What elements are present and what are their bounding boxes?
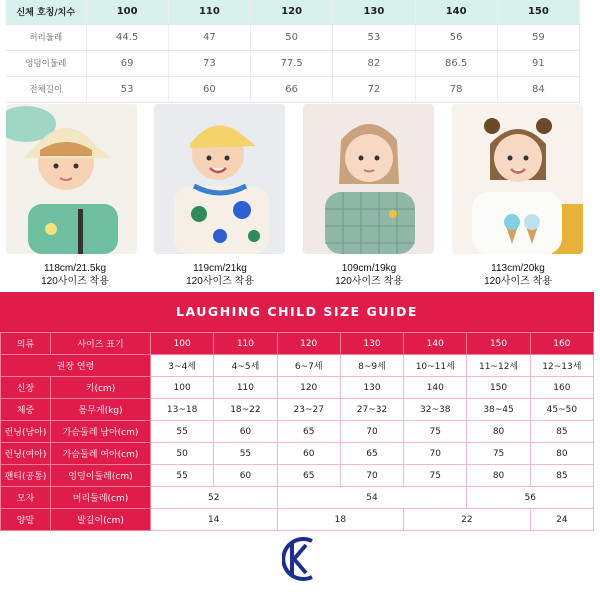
table-cell: 70 [340,421,403,443]
table-cell: 56 [415,24,497,50]
table-cell: 120 [277,377,340,399]
model-illustration [452,104,583,254]
table-cell: 140 [404,377,467,399]
table-cell: 18 [277,509,404,531]
model-illustration [154,104,285,254]
table-cell: 13~18 [151,399,214,421]
table-cell: 11~12세 [467,355,530,377]
table-cell: 69 [86,50,168,76]
table-row [1,399,594,421]
row-label: 키(cm) [51,377,151,399]
header-cell: 110 [214,333,277,355]
row-label: 발길이(cm) [51,509,151,531]
table-cell: 66 [251,76,333,102]
table-cell: 72 [333,76,415,102]
row-label: 허리둘레 [6,24,86,50]
header-cell: 110 [168,0,250,24]
table-cell: 75 [404,465,467,487]
header-cell: 100 [86,0,168,24]
header-cell: 신체 호칭/치수 [6,0,86,24]
model-illustration [6,104,137,254]
table-row [1,377,594,399]
table-cell: 70 [340,465,403,487]
garment-size-header-row [6,0,580,24]
table-cell: 18~22 [214,399,277,421]
table-cell: 53 [86,76,168,102]
row-category: 신장 [1,377,51,399]
model-caption [0,262,150,288]
header-cell: 150 [467,333,530,355]
row-label: 권장 연령 [1,355,151,377]
size-guide-title: LAUGHING CHILD SIZE GUIDE [176,304,418,319]
table-cell: 60 [277,443,340,465]
model-caption [443,262,593,288]
table-row [6,24,580,50]
row-label: 가슴둘레 남아(cm) [51,421,151,443]
model-photo-girl-green-check [303,104,434,254]
model-size-worn: 120사이즈 착용 [335,276,403,287]
size-header-row [1,333,594,355]
model-measurement: 113cm/20kg [491,263,545,274]
model-photo-boy-bucket-hat [6,104,137,254]
table-cell: 27~32 [340,399,403,421]
row-category: 양말 [1,509,51,531]
row-label: 머리둘레(cm) [51,487,151,509]
header-cell: 130 [333,0,415,24]
table-cell: 54 [277,487,467,509]
header-cell: 140 [404,333,467,355]
model-photo-boy-yellow-cap [154,104,285,254]
table-cell: 77.5 [251,50,333,76]
model-illustration [303,104,434,254]
table-cell: 52 [151,487,278,509]
table-cell: 55 [151,465,214,487]
table-cell: 85 [530,465,593,487]
table-cell: 59 [497,24,579,50]
table-cell: 60 [168,76,250,102]
table-cell: 32~38 [404,399,467,421]
row-category: 런닝(여아) [1,443,51,465]
model-size-worn: 120사이즈 착용 [186,276,254,287]
kc-certification-icon [282,537,318,581]
header-cell: 130 [340,333,403,355]
table-cell: 24 [530,509,593,531]
model-photo-girl-ice-cream-tee [452,104,583,254]
table-cell: 86.5 [415,50,497,76]
table-cell: 82 [333,50,415,76]
model-measurement: 109cm/19kg [341,263,397,274]
table-row [6,50,580,76]
row-category: 런닝(남아) [1,421,51,443]
table-cell: 56 [467,487,594,509]
table-cell: 75 [467,443,530,465]
table-cell: 50 [151,443,214,465]
table-cell: 75 [404,421,467,443]
garment-size-table [6,0,580,103]
table-cell: 50 [251,24,333,50]
model-measurement: 118cm/21.5kg [43,263,107,274]
header-cell: 120 [251,0,333,24]
table-cell: 22 [404,509,531,531]
row-label: 엉덩이둘레(cm) [51,465,151,487]
table-cell: 10~11세 [404,355,467,377]
row-category: 모자 [1,487,51,509]
row-label: 가슴둘레 여아(cm) [51,443,151,465]
table-cell: 150 [467,377,530,399]
table-cell: 80 [467,465,530,487]
table-cell: 160 [530,377,593,399]
table-cell: 8~9세 [340,355,403,377]
table-row [1,487,594,509]
table-row [6,76,580,102]
table-cell: 44.5 [86,24,168,50]
model-measurement: 119cm/21kg [193,263,247,274]
model-caption [294,262,444,288]
table-cell: 14 [151,509,278,531]
header-cell: 140 [415,0,497,24]
row-category: 체중 [1,399,51,421]
table-cell: 78 [415,76,497,102]
model-size-worn: 120사이즈 착용 [484,276,552,287]
size-guide-table [0,332,594,531]
table-cell: 60 [214,465,277,487]
header-cell: 100 [151,333,214,355]
table-cell: 55 [151,421,214,443]
row-label: 몸무게(kg) [51,399,151,421]
table-cell: 65 [277,465,340,487]
table-cell: 70 [404,443,467,465]
header-cell: 의류 [1,333,51,355]
table-cell: 53 [333,24,415,50]
table-cell: 55 [214,443,277,465]
table-cell: 80 [467,421,530,443]
table-cell: 85 [530,421,593,443]
table-cell: 6~7세 [277,355,340,377]
header-cell: 150 [497,0,579,24]
table-cell: 100 [151,377,214,399]
table-cell: 65 [277,421,340,443]
row-label: 전체길이 [6,76,86,102]
table-cell: 12~13세 [530,355,593,377]
table-row [1,443,594,465]
row-label: 엉덩이둘레 [6,50,86,76]
table-cell: 38~45 [467,399,530,421]
table-row [1,355,594,377]
table-cell: 23~27 [277,399,340,421]
model-size-worn: 120사이즈 착용 [41,276,109,287]
table-cell: 80 [530,443,593,465]
table-cell: 110 [214,377,277,399]
table-cell: 3~4세 [151,355,214,377]
header-cell: 160 [530,333,593,355]
header-cell: 120 [277,333,340,355]
table-cell: 47 [168,24,250,50]
model-caption [145,262,295,288]
table-cell: 65 [340,443,403,465]
table-row [1,421,594,443]
table-cell: 45~50 [530,399,593,421]
table-cell: 130 [340,377,403,399]
table-cell: 91 [497,50,579,76]
table-cell: 84 [497,76,579,102]
table-cell: 60 [214,421,277,443]
header-cell: 사이즈 표기 [51,333,151,355]
row-category: 팬티(공통) [1,465,51,487]
table-row [1,509,594,531]
table-cell: 73 [168,50,250,76]
table-row [1,465,594,487]
table-cell: 4~5세 [214,355,277,377]
